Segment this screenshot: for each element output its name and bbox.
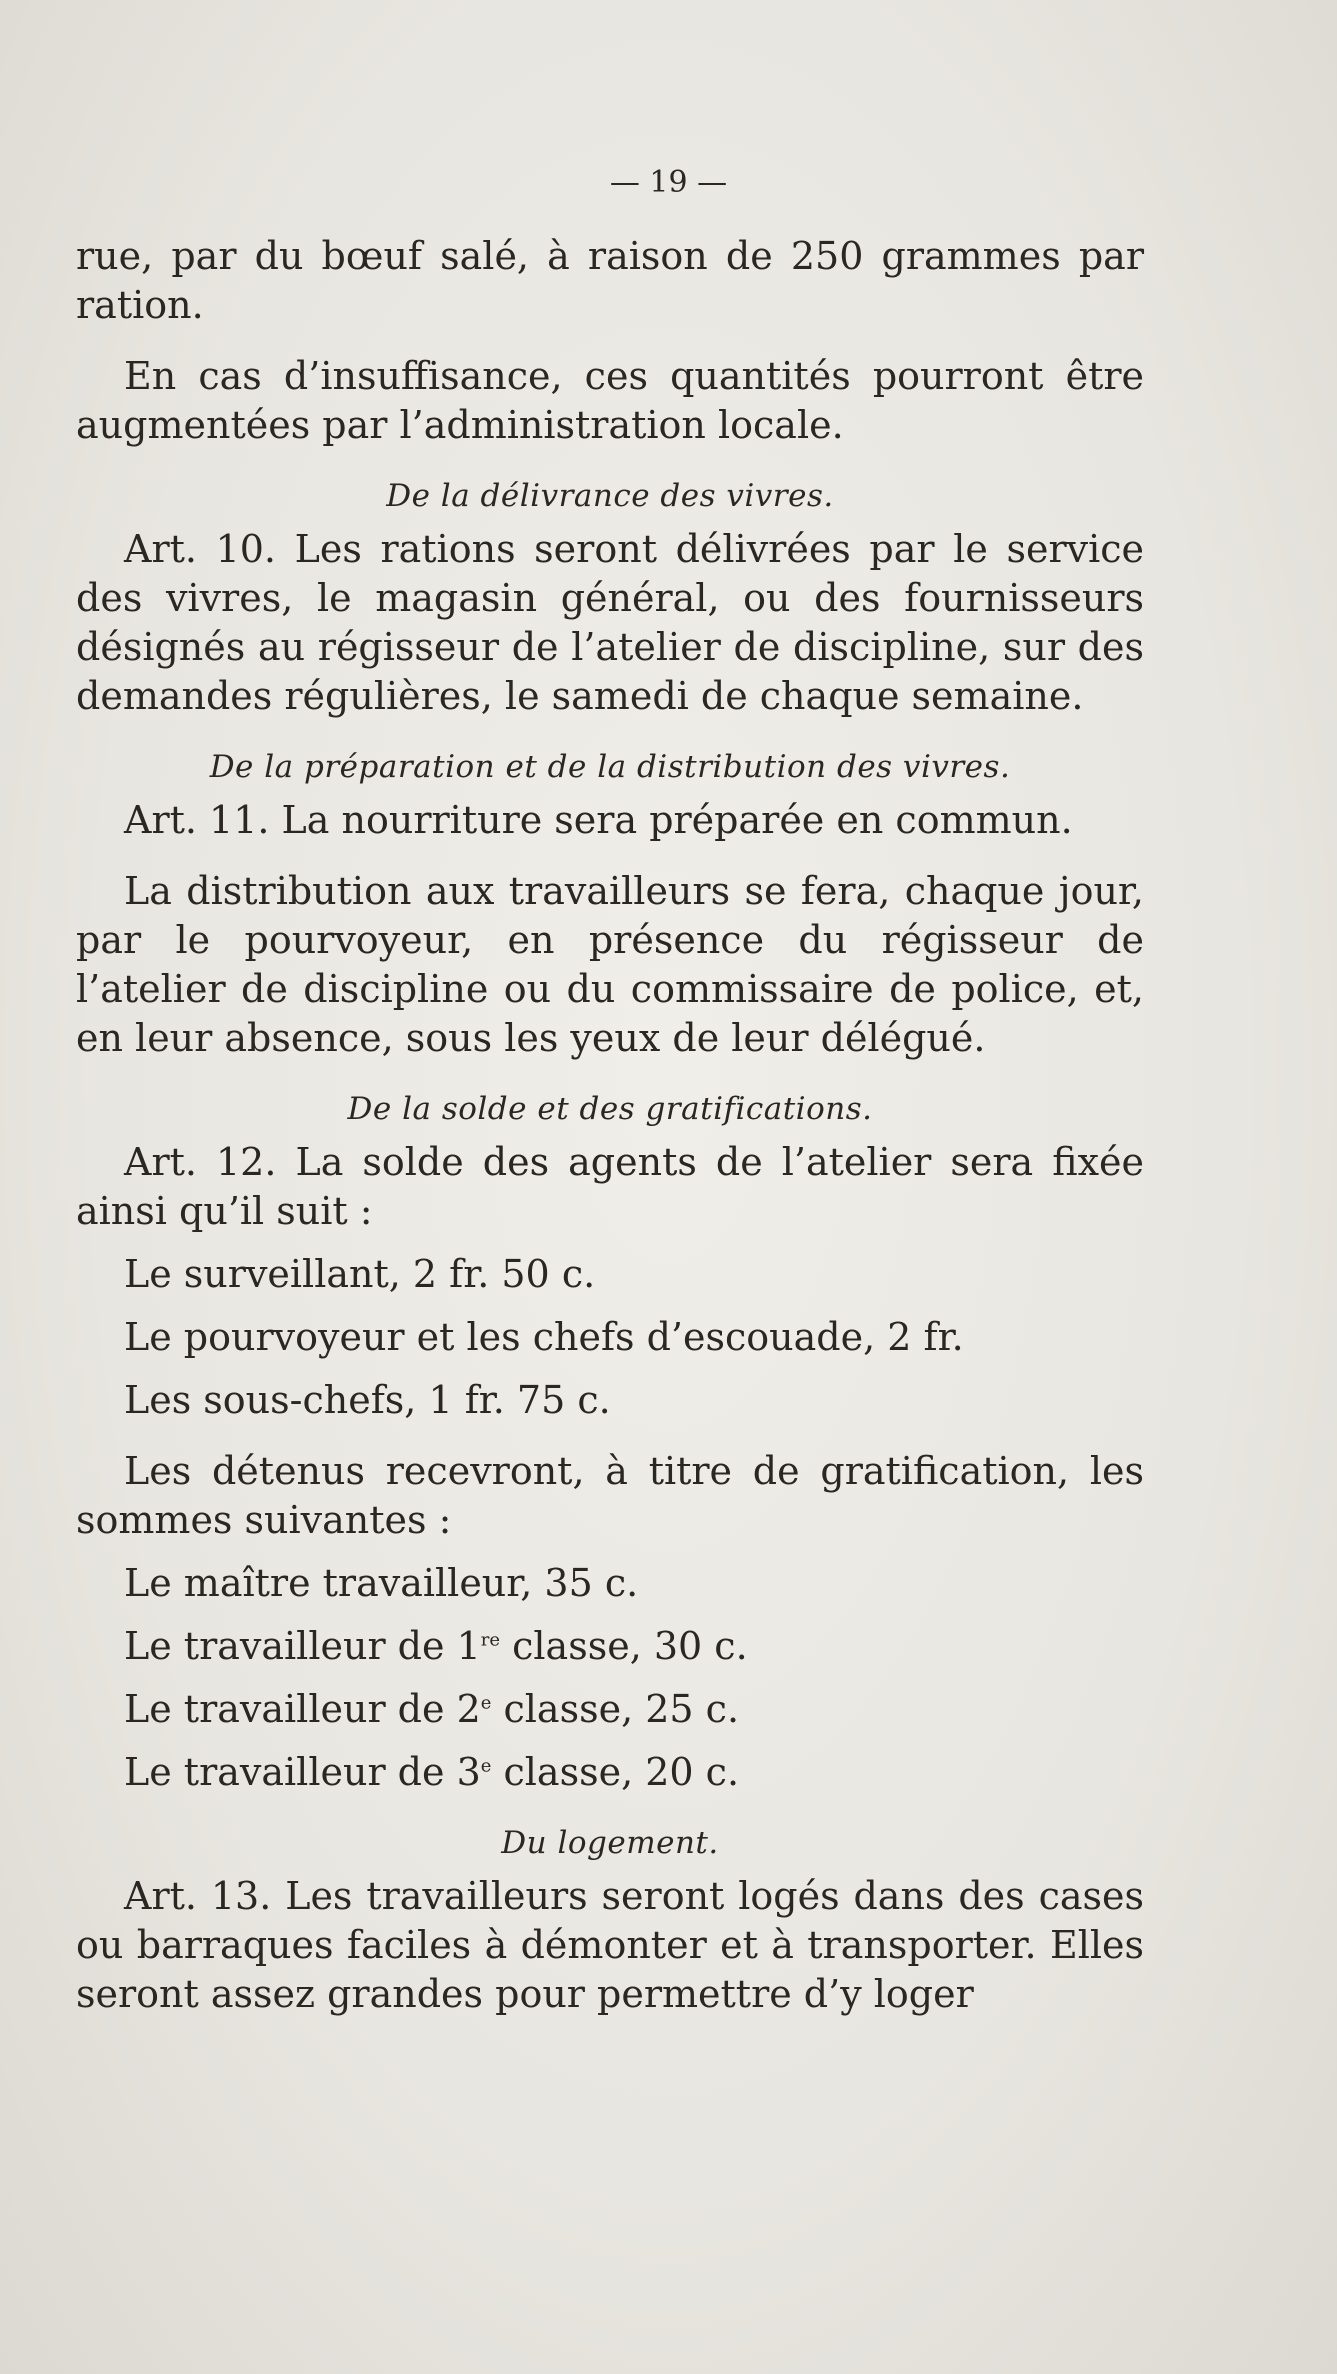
gratification-classe-3-text: Le travailleur de 3	[124, 1750, 481, 1794]
gratification-classe-2-text: Le travailleur de 2	[124, 1687, 481, 1731]
page-body	[76, 232, 1144, 2019]
distribution-paragraph: La distribution aux travailleurs se fera, chaque jour, par le pourvoyeur, en présence du régisseur de l’atelier de discipline ou du commissaire de police, et, en leur absence, sous les yeux de leur délégué.	[76, 869, 1144, 1060]
gratification-classe-3	[76, 1748, 1144, 1797]
page-number: — 19 —	[609, 165, 728, 200]
gratification-classe-3-rest: classe, 20 c.	[491, 1750, 740, 1794]
gratification-classe-1	[76, 1622, 1144, 1671]
section-heading-solde: De la solde et des gratifications.	[347, 1091, 873, 1127]
gratification-maitre: Le maître travailleur, 35 c.	[124, 1561, 639, 1605]
section-heading-logement: Du logement.	[501, 1825, 719, 1861]
ordinal-suffix: e	[480, 1755, 492, 1777]
section-heading-delivrance: De la délivrance des vivres.	[386, 478, 834, 514]
article-12: Art. 12. La solde des agents de l’atelier sera fixée ainsi qu’il suit :	[76, 1140, 1144, 1233]
article-11: Art. 11. La nourriture sera préparée en commun.	[124, 798, 1073, 842]
solde-sous-chefs: Les sous-chefs, 1 fr. 75 c.	[124, 1378, 611, 1422]
section-heading-preparation: De la préparation et de la distribution des vivres.	[209, 749, 1011, 785]
gratification-classe-1-rest: classe, 30 c.	[500, 1624, 748, 1668]
gratification-classe-2-rest: classe, 25 c.	[491, 1687, 740, 1731]
solde-surveillant: Le surveillant, 2 fr. 50 c.	[124, 1252, 596, 1296]
gratification-classe-2	[76, 1685, 1144, 1734]
ordinal-suffix: re	[480, 1629, 501, 1651]
article-13: Art. 13. Les travailleurs seront logés dans des cases ou barraques faciles à démonter et à transporter. Elles seront assez grandes pour permettre d’y loger	[76, 1874, 1144, 2016]
detenus-paragraph: Les détenus recevront, à titre de gratification, les sommes suivantes :	[76, 1449, 1144, 1542]
solde-pourvoyeur: Le pourvoyeur et les chefs d’escouade, 2 fr.	[124, 1315, 964, 1359]
continuation-paragraph: rue, par du bœuf salé, à raison de 250 grammes par ration.	[76, 234, 1144, 327]
ordinal-suffix: e	[480, 1692, 492, 1714]
gratification-classe-1-text: Le travailleur de 1	[124, 1624, 481, 1668]
article-10: Art. 10. Les rations seront délivrées par le service des vivres, le magasin général, ou des fournisseurs désignés au régisseur de l’atelier de discipline, sur des demandes régulières, le samedi de chaque semaine.	[76, 527, 1144, 718]
insufficiency-paragraph: En cas d’insuffisance, ces quantités pourront être augmentées par l’administration locale.	[76, 354, 1144, 447]
